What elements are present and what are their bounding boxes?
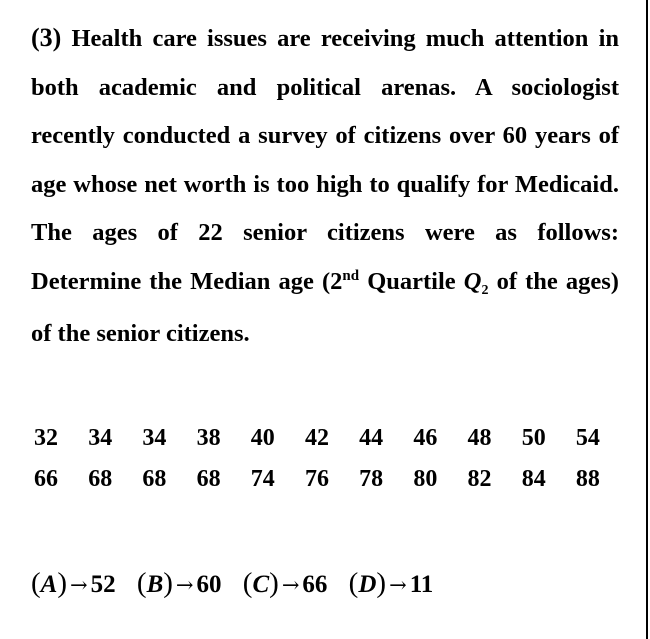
age-value: 50 [521, 425, 546, 451]
option-value: 66 [302, 571, 328, 598]
option-open-paren: ( [31, 567, 41, 599]
ages-row-1 [34, 420, 604, 461]
answer-options [31, 563, 448, 605]
ages-row-2 [34, 461, 604, 502]
age-value: 42 [304, 425, 329, 451]
age-value: 82 [467, 466, 492, 492]
age-value: 84 [521, 466, 546, 492]
option-value: 52 [90, 571, 116, 598]
option-value: 60 [196, 571, 222, 598]
question-body-part3: of the ages) of the senior citizens. [31, 267, 619, 347]
option-a[interactable] [31, 563, 116, 605]
age-value: 46 [413, 425, 438, 451]
age-value: 54 [575, 425, 600, 451]
arrow-icon: → [281, 573, 300, 597]
option-close-paren: ) [57, 567, 68, 599]
option-close-paren: ) [376, 567, 387, 599]
question-body-part2: Quartile [359, 267, 464, 295]
arrow-icon: → [175, 573, 194, 597]
age-value: 80 [413, 466, 438, 492]
age-value: 34 [88, 425, 113, 451]
ages-data-list [34, 420, 604, 502]
option-letter: A [40, 571, 58, 598]
arrow-icon: → [70, 573, 88, 597]
question-body-part1: Health care issues are receiving much attention in both academic and political arenas. A sociologist recently conducted a survey of citizens over 60 years of age whose net worth is too high to qualify for Medicaid. The ages of 22 senior citizens were as follows: Determine the Median age (2 [31, 25, 620, 295]
option-value: 11 [409, 571, 434, 598]
option-letter: B [146, 571, 164, 598]
age-value: 68 [88, 466, 113, 492]
option-close-paren: ) [163, 567, 173, 599]
question-text [31, 14, 619, 359]
age-value: 40 [250, 425, 275, 451]
age-value: 78 [359, 466, 384, 492]
age-value: 74 [250, 466, 275, 492]
age-value: 66 [34, 466, 58, 492]
arrow-icon: → [389, 573, 407, 597]
option-d[interactable] [349, 563, 434, 605]
question-number: (3) [31, 23, 62, 52]
option-open-paren: ( [136, 567, 147, 599]
quartile-symbol: Q [463, 267, 482, 295]
option-c[interactable] [243, 563, 328, 605]
age-value: 34 [142, 425, 167, 451]
age-value: 32 [34, 425, 58, 451]
age-value: 76 [304, 466, 329, 492]
option-b[interactable] [137, 563, 222, 605]
option-letter: D [358, 571, 377, 598]
quartile-subscript: 2 [481, 282, 489, 298]
ordinal-superscript: nd [342, 267, 360, 284]
age-value: 68 [142, 466, 167, 492]
age-value: 38 [196, 425, 221, 451]
option-open-paren: ( [348, 567, 359, 599]
age-value: 88 [575, 466, 600, 492]
option-letter: C [252, 571, 270, 598]
age-value: 68 [196, 466, 221, 492]
option-close-paren: ) [269, 567, 279, 599]
page-right-border [646, 0, 648, 639]
age-value: 48 [467, 425, 492, 451]
option-open-paren: ( [242, 567, 253, 599]
age-value: 44 [359, 425, 384, 451]
